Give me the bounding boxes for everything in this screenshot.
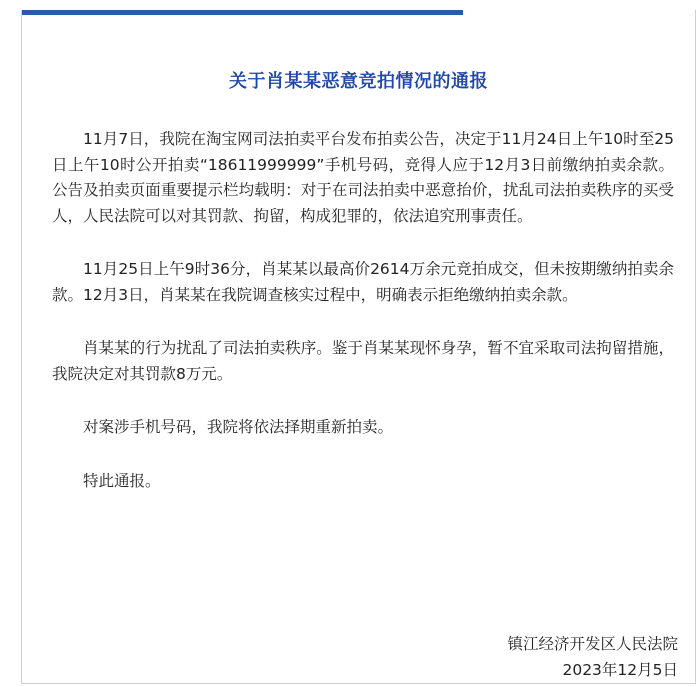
issue-date: 2023年12月5日: [562, 660, 678, 679]
signature-block: [507, 632, 678, 683]
notice-title: 关于肖某某恶意竞拍情况的通报: [229, 71, 488, 92]
paragraph-reauction: 对案涉手机号码，我院将依法择期重新拍卖。: [83, 418, 394, 436]
paragraph-closing: 特此通报。: [83, 471, 161, 490]
paragraph-penalty: 肖某某的行为扰乱了司法拍卖秩序。鉴于肖某某现怀身孕，暂不宜采取司法拘留措施，我院决定对其罚款8万元。: [52, 339, 674, 383]
document-frame: [21, 10, 696, 684]
paragraph-winning-bid: 11月25日上午9时36分，肖某某以最高价2614万余元竞拍成交，但未按期缴纳拍卖余款。12月3日，肖某某在我院调查核实过程中，明确表示拒绝缴纳拍卖余款。: [52, 260, 674, 304]
paragraph-auction-announcement: 11月7日，我院在淘宝网司法拍卖平台发布拍卖公告，决定于11月24日上午10时至25日上午10时公开拍卖“18611999999”手机号码，竞得人应于12月3日前缴纳拍卖余款。公告及拍卖页面重要提示栏均载明：对于在司法拍卖中恶意抬价，扰乱司法拍卖秩序的买受人，人民法院可以对其罚款、拘留，构成犯罪的，依法追究刑事责任。: [52, 130, 674, 225]
issuer-name: 镇江经济开发区人民法院: [507, 635, 678, 653]
header-accent-bar: [22, 10, 463, 15]
notice-body: [52, 127, 674, 494]
